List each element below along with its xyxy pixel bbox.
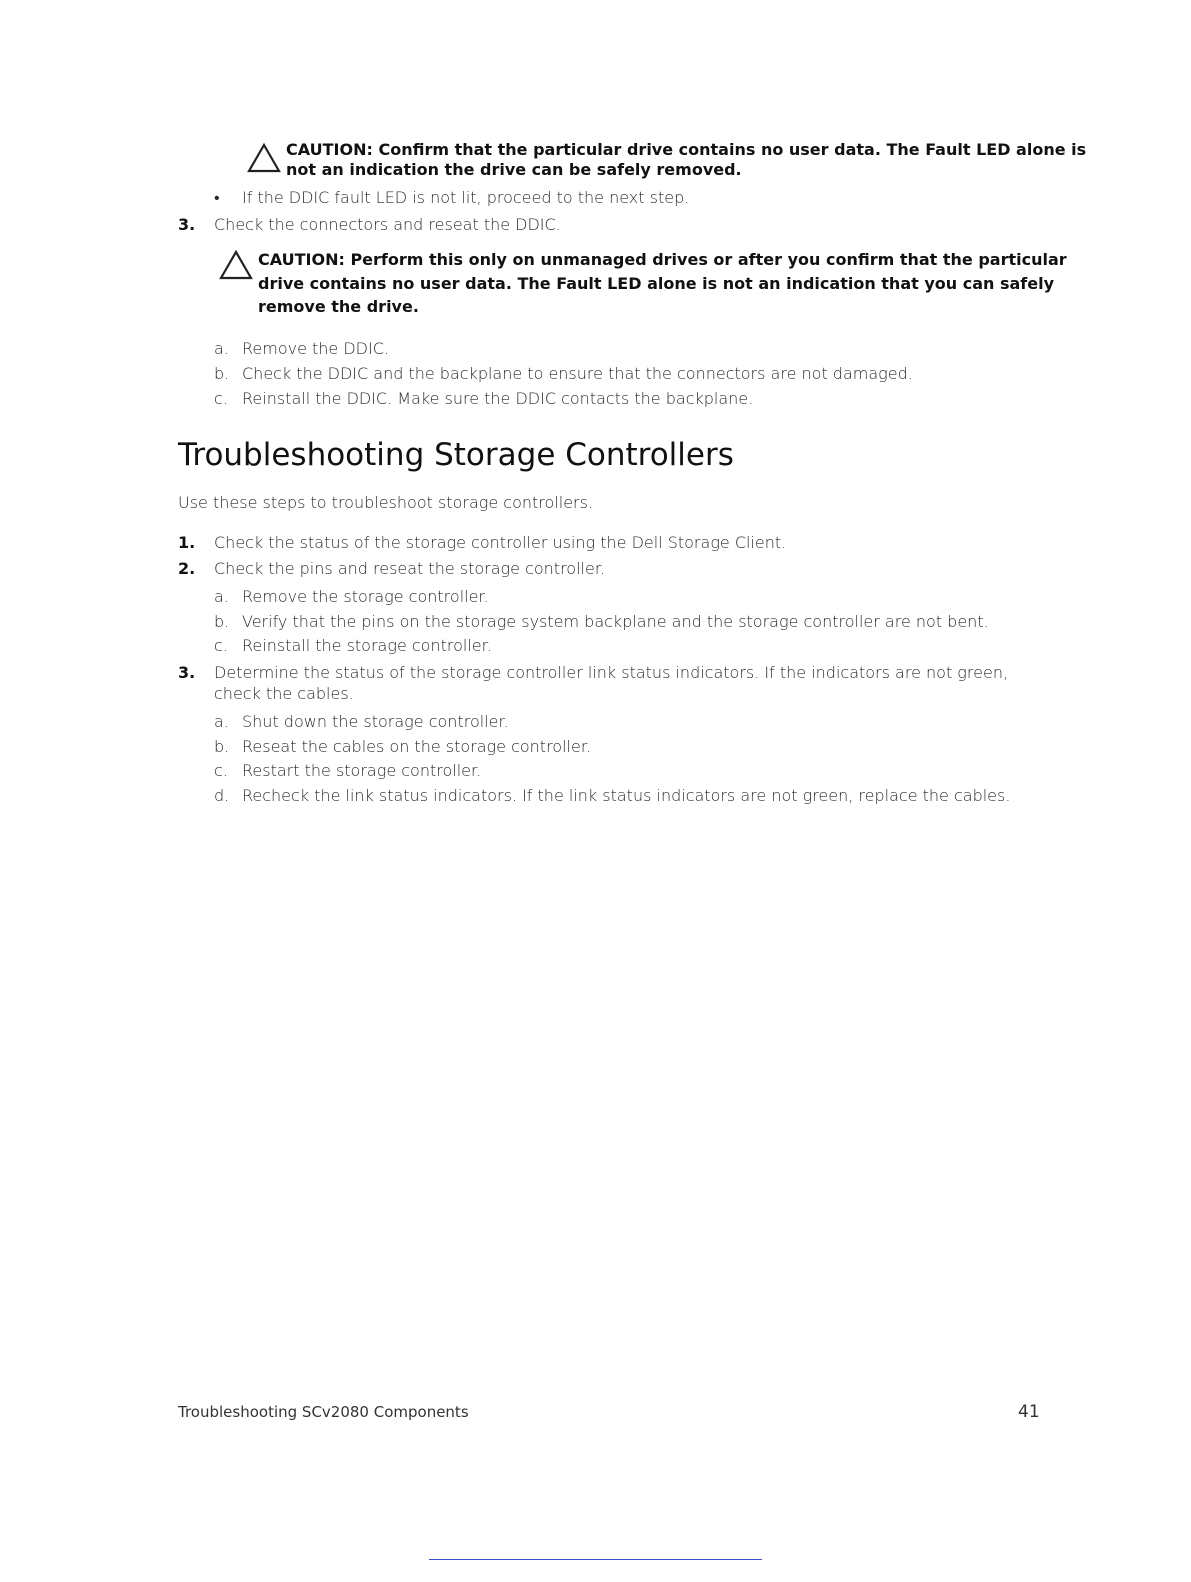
substep-text: Reseat the cables on the storage controller. <box>242 737 592 756</box>
substep-marker: b. <box>214 737 230 756</box>
substep-text: Reinstall the DDIC. Make sure the DDIC contacts the backplane. <box>242 389 754 408</box>
caution-text: CAUTION: Perform this only on unmanaged drives or after you confirm that the particular drive contains no user data. The Fault LED alone is not an indication that you can safely remove the drive. <box>258 250 1067 316</box>
step-text: Determine the status of the storage controller link status indicators. If the indicators are not green, check the cables. <box>214 663 1009 703</box>
caution-icon <box>219 250 253 280</box>
step-number: 2. <box>178 559 196 578</box>
substep-text: Check the DDIC and the backplane to ensure that the connectors are not damaged. <box>242 364 913 383</box>
substep-marker: d. <box>214 786 230 805</box>
substep-text: Remove the storage controller. <box>242 587 489 606</box>
substep-marker: a. <box>214 712 229 731</box>
section-intro: Use these steps to troubleshoot storage controllers. <box>178 493 594 512</box>
substep-text: Remove the DDIC. <box>242 339 389 358</box>
substep-marker: c. <box>214 389 228 408</box>
section-heading: Troubleshooting Storage Controllers <box>178 437 734 473</box>
substep-marker: b. <box>214 612 230 631</box>
substep-text: Recheck the link status indicators. If the link status indicators are not green, replace the cables. <box>242 786 1011 805</box>
caution-text: CAUTION: Confirm that the particular drive contains no user data. The Fault LED alone is not an indication the drive can be safely removed. <box>286 140 1087 179</box>
step-text: Check the pins and reseat the storage controller. <box>214 559 606 578</box>
footer-page-number: 41 <box>1018 1402 1040 1422</box>
substep-marker: c. <box>214 761 228 780</box>
bottom-link-rule[interactable] <box>429 1559 762 1560</box>
step-number: 3. <box>178 215 196 234</box>
step-text: Check the status of the storage controller using the Dell Storage Client. <box>214 533 787 552</box>
substep-marker: a. <box>214 587 229 606</box>
substep-marker: a. <box>214 339 229 358</box>
step-text: Check the connectors and reseat the DDIC. <box>214 215 561 234</box>
bullet-text: If the DDIC fault LED is not lit, proceed to the next step. <box>242 188 690 207</box>
caution-icon <box>247 143 281 173</box>
step-number: 3. <box>178 663 196 682</box>
footer-chapter: Troubleshooting SCv2080 Components <box>178 1403 469 1421</box>
bullet-marker: • <box>214 188 220 207</box>
substep-text: Reinstall the storage controller. <box>242 636 492 655</box>
substep-text: Verify that the pins on the storage system backplane and the storage controller are not bent. <box>242 612 989 631</box>
substep-marker: b. <box>214 364 230 383</box>
substep-marker: c. <box>214 636 228 655</box>
substep-text: Restart the storage controller. <box>242 761 482 780</box>
substep-text: Shut down the storage controller. <box>242 712 509 731</box>
step-number: 1. <box>178 533 196 552</box>
